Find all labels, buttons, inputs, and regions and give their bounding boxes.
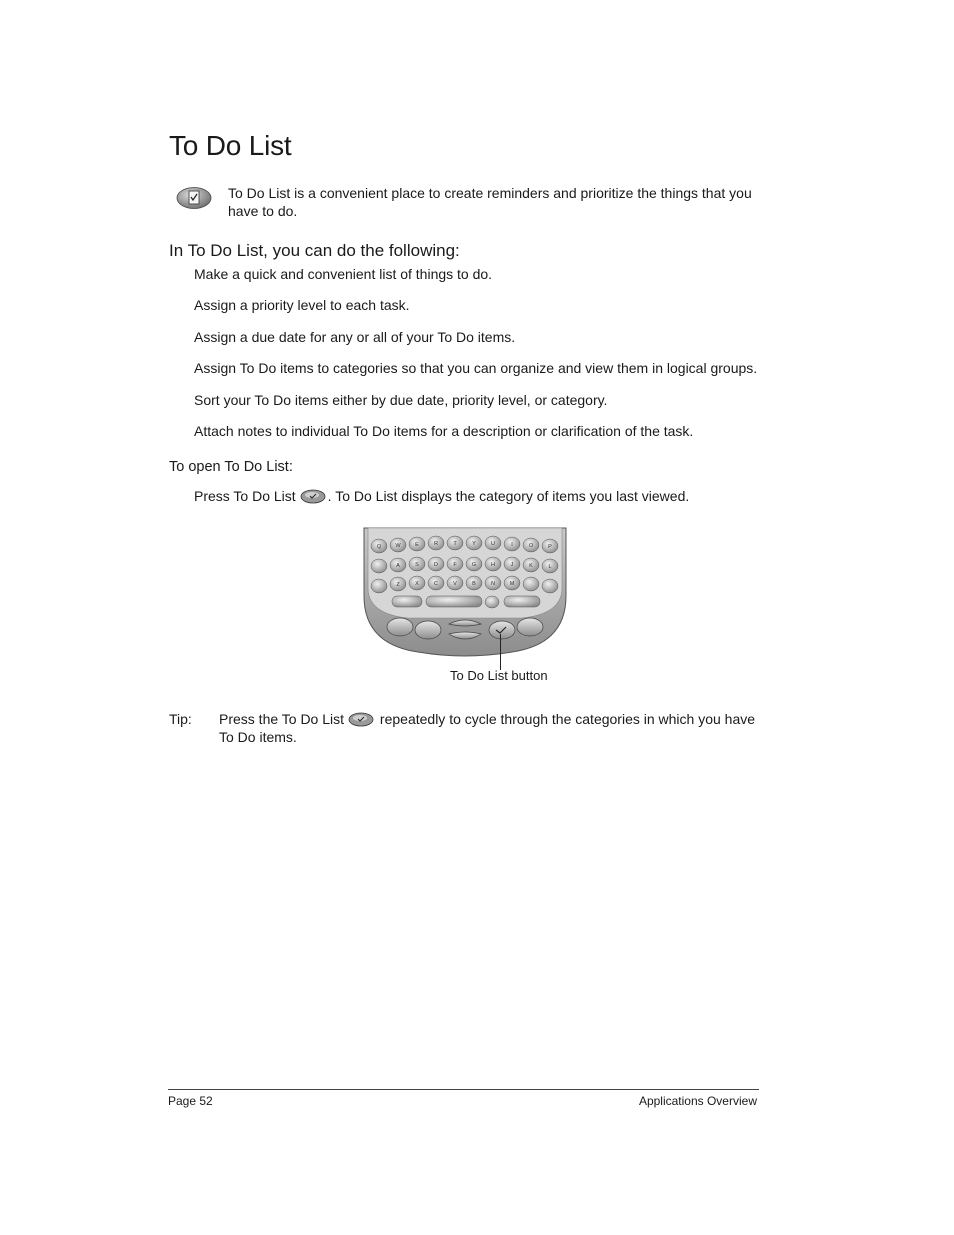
svg-text:X: X [415, 581, 419, 587]
svg-text:B: B [472, 581, 476, 587]
features-heading: In To Do List, you can do the following: [169, 241, 460, 260]
svg-text:W: W [395, 543, 401, 549]
open-step [194, 487, 689, 505]
tip-text-end: repeatedly to cycle through the categories in which you have To Do items. [219, 711, 756, 745]
tip-text-start: Press the To Do List [219, 711, 345, 727]
svg-text:E: E [415, 542, 419, 548]
svg-text:M: M [509, 581, 515, 587]
svg-text:T: T [453, 541, 457, 547]
svg-text:D: D [434, 562, 438, 568]
figure-callout: To Do List button [450, 668, 548, 683]
svg-text:G: G [471, 562, 477, 568]
svg-text:Y: Y [472, 541, 476, 547]
svg-text:C: C [434, 581, 438, 587]
svg-text:N: N [491, 581, 495, 587]
svg-text:R: R [434, 541, 438, 547]
list-item: Make a quick and convenient list of things to do. [194, 266, 493, 282]
footer-divider [168, 1089, 759, 1090]
todo-list-button-icon [300, 489, 326, 504]
todo-list-app-icon [176, 186, 212, 210]
page-number: Page 52 [168, 1094, 213, 1108]
open-step-result: . To Do List displays the category of items you last viewed. [327, 488, 690, 504]
list-item: Assign To Do items to categories so that you can organize and view them in logical groups. [194, 360, 758, 377]
svg-text:V: V [453, 581, 457, 587]
callout-leader-line [500, 634, 501, 670]
list-item: Attach notes to individual To Do items for a description or clarification of the task. [194, 422, 694, 439]
svg-text:U: U [491, 541, 495, 547]
open-heading: To open To Do List: [169, 459, 293, 475]
list-item: Assign a priority level to each task. [194, 297, 410, 314]
svg-text:J: J [510, 562, 514, 568]
svg-text:S: S [415, 562, 419, 568]
svg-text:I: I [511, 542, 513, 548]
svg-text:A: A [396, 563, 400, 569]
keyboard-device-illustration [362, 526, 568, 658]
list-item: Sort your To Do items either by due date, priority level, or category. [194, 391, 608, 408]
list-item: Assign a due date for any or all of your To Do items. [194, 328, 516, 345]
svg-text:Q: Q [376, 544, 382, 550]
open-step-text: Press To Do List [194, 488, 296, 504]
svg-text:H: H [491, 562, 495, 568]
svg-text:K: K [529, 563, 533, 569]
svg-text:L: L [548, 564, 552, 570]
page-title: To Do List [169, 130, 292, 161]
tip-text [219, 710, 759, 746]
features-list [194, 265, 757, 453]
svg-text:Z: Z [396, 582, 400, 588]
svg-text:F: F [453, 562, 457, 568]
svg-text:O: O [528, 543, 534, 549]
intro-paragraph: To Do List is a convenient place to create reminders and prioritize the things that you have to do. [228, 185, 752, 219]
section-name: Applications Overview [638, 1094, 757, 1108]
tip-label: Tip: [169, 711, 192, 727]
svg-text:P: P [548, 544, 552, 550]
todo-list-button-icon [348, 712, 374, 727]
